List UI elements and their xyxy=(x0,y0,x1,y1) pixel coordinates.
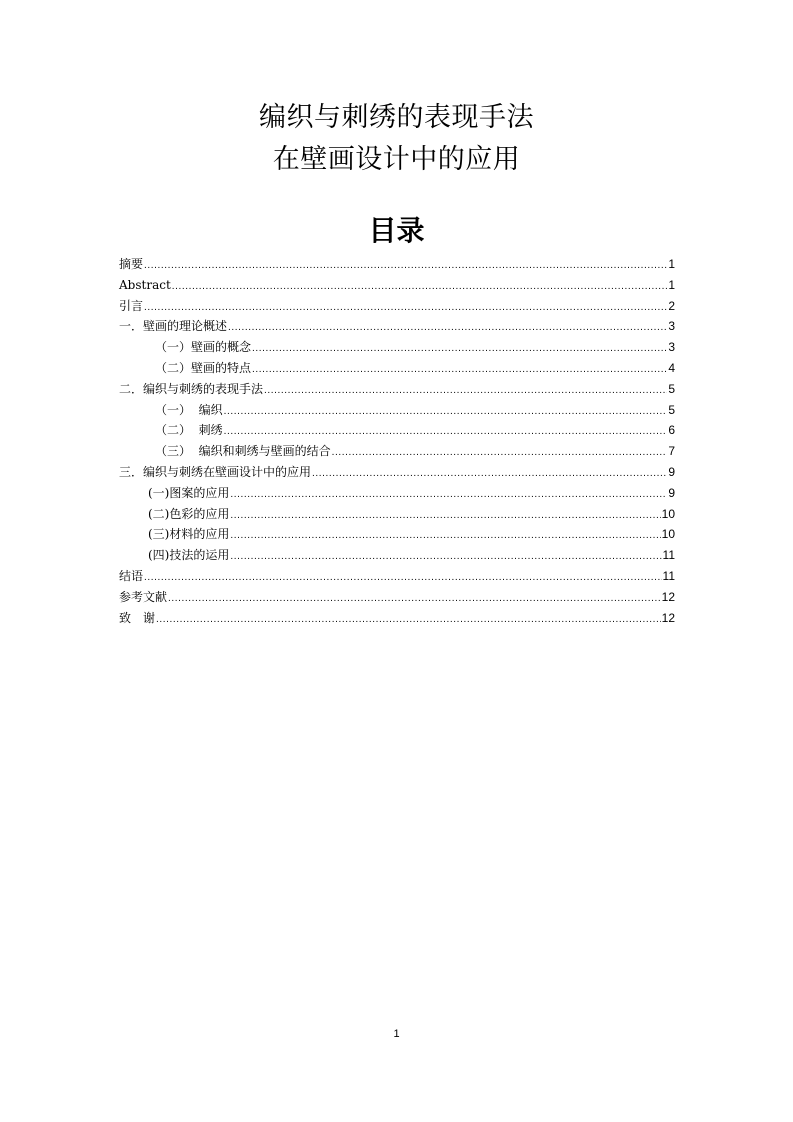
toc-entry-page: 9 xyxy=(668,485,675,500)
toc-entry-chapter-2[interactable] xyxy=(119,379,675,400)
toc-entry-chapter-1[interactable] xyxy=(119,316,675,337)
toc-entry-page: 2 xyxy=(668,298,675,313)
toc-leader-dots xyxy=(264,381,667,402)
toc-entry-acknowledgements[interactable] xyxy=(119,608,675,629)
toc-entry-section-3-1[interactable] xyxy=(119,483,675,504)
toc-entry-label: (一)图案的应用 xyxy=(148,485,230,500)
toc-entry-page: 6 xyxy=(668,423,675,438)
toc-entry-page: 5 xyxy=(668,381,675,396)
toc-leader-dots xyxy=(228,318,667,339)
toc-entry-abstract-en[interactable] xyxy=(119,275,675,296)
toc-leader-dots xyxy=(168,589,661,610)
toc-leader-dots xyxy=(224,422,668,443)
document-title-line-1: 编织与刺绣的表现手法 xyxy=(259,102,534,133)
document-title-line-2: 在壁画设计中的应用 xyxy=(272,144,521,175)
toc-leader-dots xyxy=(144,256,667,277)
toc-entry-label: Abstract xyxy=(119,277,171,292)
toc-entry-page: 7 xyxy=(668,444,675,459)
toc-entry-section-2-1[interactable] xyxy=(119,400,675,421)
toc-leader-dots xyxy=(252,360,667,381)
toc-entry-label: （三） 编织和刺绣与壁画的结合 xyxy=(155,444,331,459)
toc-entry-abstract-cn[interactable] xyxy=(119,254,675,275)
toc-entry-section-3-2[interactable] xyxy=(119,504,675,525)
toc-leader-dots xyxy=(144,298,667,319)
toc-entry-page: 3 xyxy=(668,319,675,334)
toc-entry-label: (四)技法的运用 xyxy=(148,548,230,563)
toc-leader-dots xyxy=(252,339,667,360)
toc-entry-page: 1 xyxy=(668,277,675,292)
toc-entry-label: 一．壁画的理论概述 xyxy=(119,319,228,334)
toc-entry-section-1-2[interactable] xyxy=(119,358,675,379)
toc-entry-section-1-1[interactable] xyxy=(119,337,675,358)
toc-leader-dots xyxy=(172,277,668,298)
toc-entry-chapter-3[interactable] xyxy=(119,462,675,483)
toc-heading: 目录 xyxy=(368,214,425,247)
toc-leader-dots xyxy=(156,610,661,631)
toc-entry-page: 10 xyxy=(661,527,675,542)
toc-entry-label: 三．编织与刺绣在壁画设计中的应用 xyxy=(119,464,312,479)
toc-entry-label: 致 谢 xyxy=(119,610,156,625)
toc-entry-references[interactable] xyxy=(119,587,675,608)
toc-leader-dots xyxy=(230,547,661,568)
toc-entry-label: (三)材料的应用 xyxy=(148,527,230,542)
toc-leader-dots xyxy=(144,568,662,589)
toc-entry-page: 10 xyxy=(661,506,675,521)
toc-entry-page: 5 xyxy=(668,402,675,417)
toc-entry-label: 二．编织与刺绣的表现手法 xyxy=(119,381,264,396)
toc-leader-dots xyxy=(312,464,667,485)
page-number: 1 xyxy=(393,1028,400,1040)
toc-entry-conclusion[interactable] xyxy=(119,566,675,587)
toc-entry-section-2-2[interactable] xyxy=(119,420,675,441)
toc-entry-label: （一）壁画的概念 xyxy=(155,340,252,355)
toc-entry-label: （二）壁画的特点 xyxy=(155,360,252,375)
toc-entry-page: 9 xyxy=(668,464,675,479)
toc-entry-page: 12 xyxy=(661,610,675,625)
toc-entry-introduction[interactable] xyxy=(119,296,675,317)
toc-entry-label: 参考文献 xyxy=(119,589,168,604)
toc-entry-page: 4 xyxy=(668,360,675,375)
toc-entry-label: 结语 xyxy=(119,568,144,583)
table-of-contents xyxy=(119,254,675,628)
toc-entry-page: 1 xyxy=(668,257,675,271)
toc-entry-label: 引言 xyxy=(119,298,144,313)
toc-entry-section-3-4[interactable] xyxy=(119,545,675,566)
toc-leader-dots xyxy=(230,526,660,547)
toc-entry-label: （二） 刺绣 xyxy=(155,423,223,438)
toc-entry-page: 3 xyxy=(668,340,675,355)
toc-entry-label: (二)色彩的应用 xyxy=(148,506,230,521)
toc-entry-section-2-3[interactable] xyxy=(119,441,675,462)
toc-entry-page: 11 xyxy=(662,548,675,563)
toc-entry-section-3-3[interactable] xyxy=(119,524,675,545)
toc-leader-dots xyxy=(230,485,667,506)
toc-leader-dots xyxy=(230,506,660,527)
toc-leader-dots xyxy=(332,443,668,464)
toc-entry-label: 摘要 xyxy=(119,257,144,271)
toc-entry-page: 11 xyxy=(662,568,675,583)
toc-leader-dots xyxy=(224,402,668,423)
toc-entry-page: 12 xyxy=(661,589,675,604)
toc-entry-label: （一） 编织 xyxy=(155,402,223,417)
